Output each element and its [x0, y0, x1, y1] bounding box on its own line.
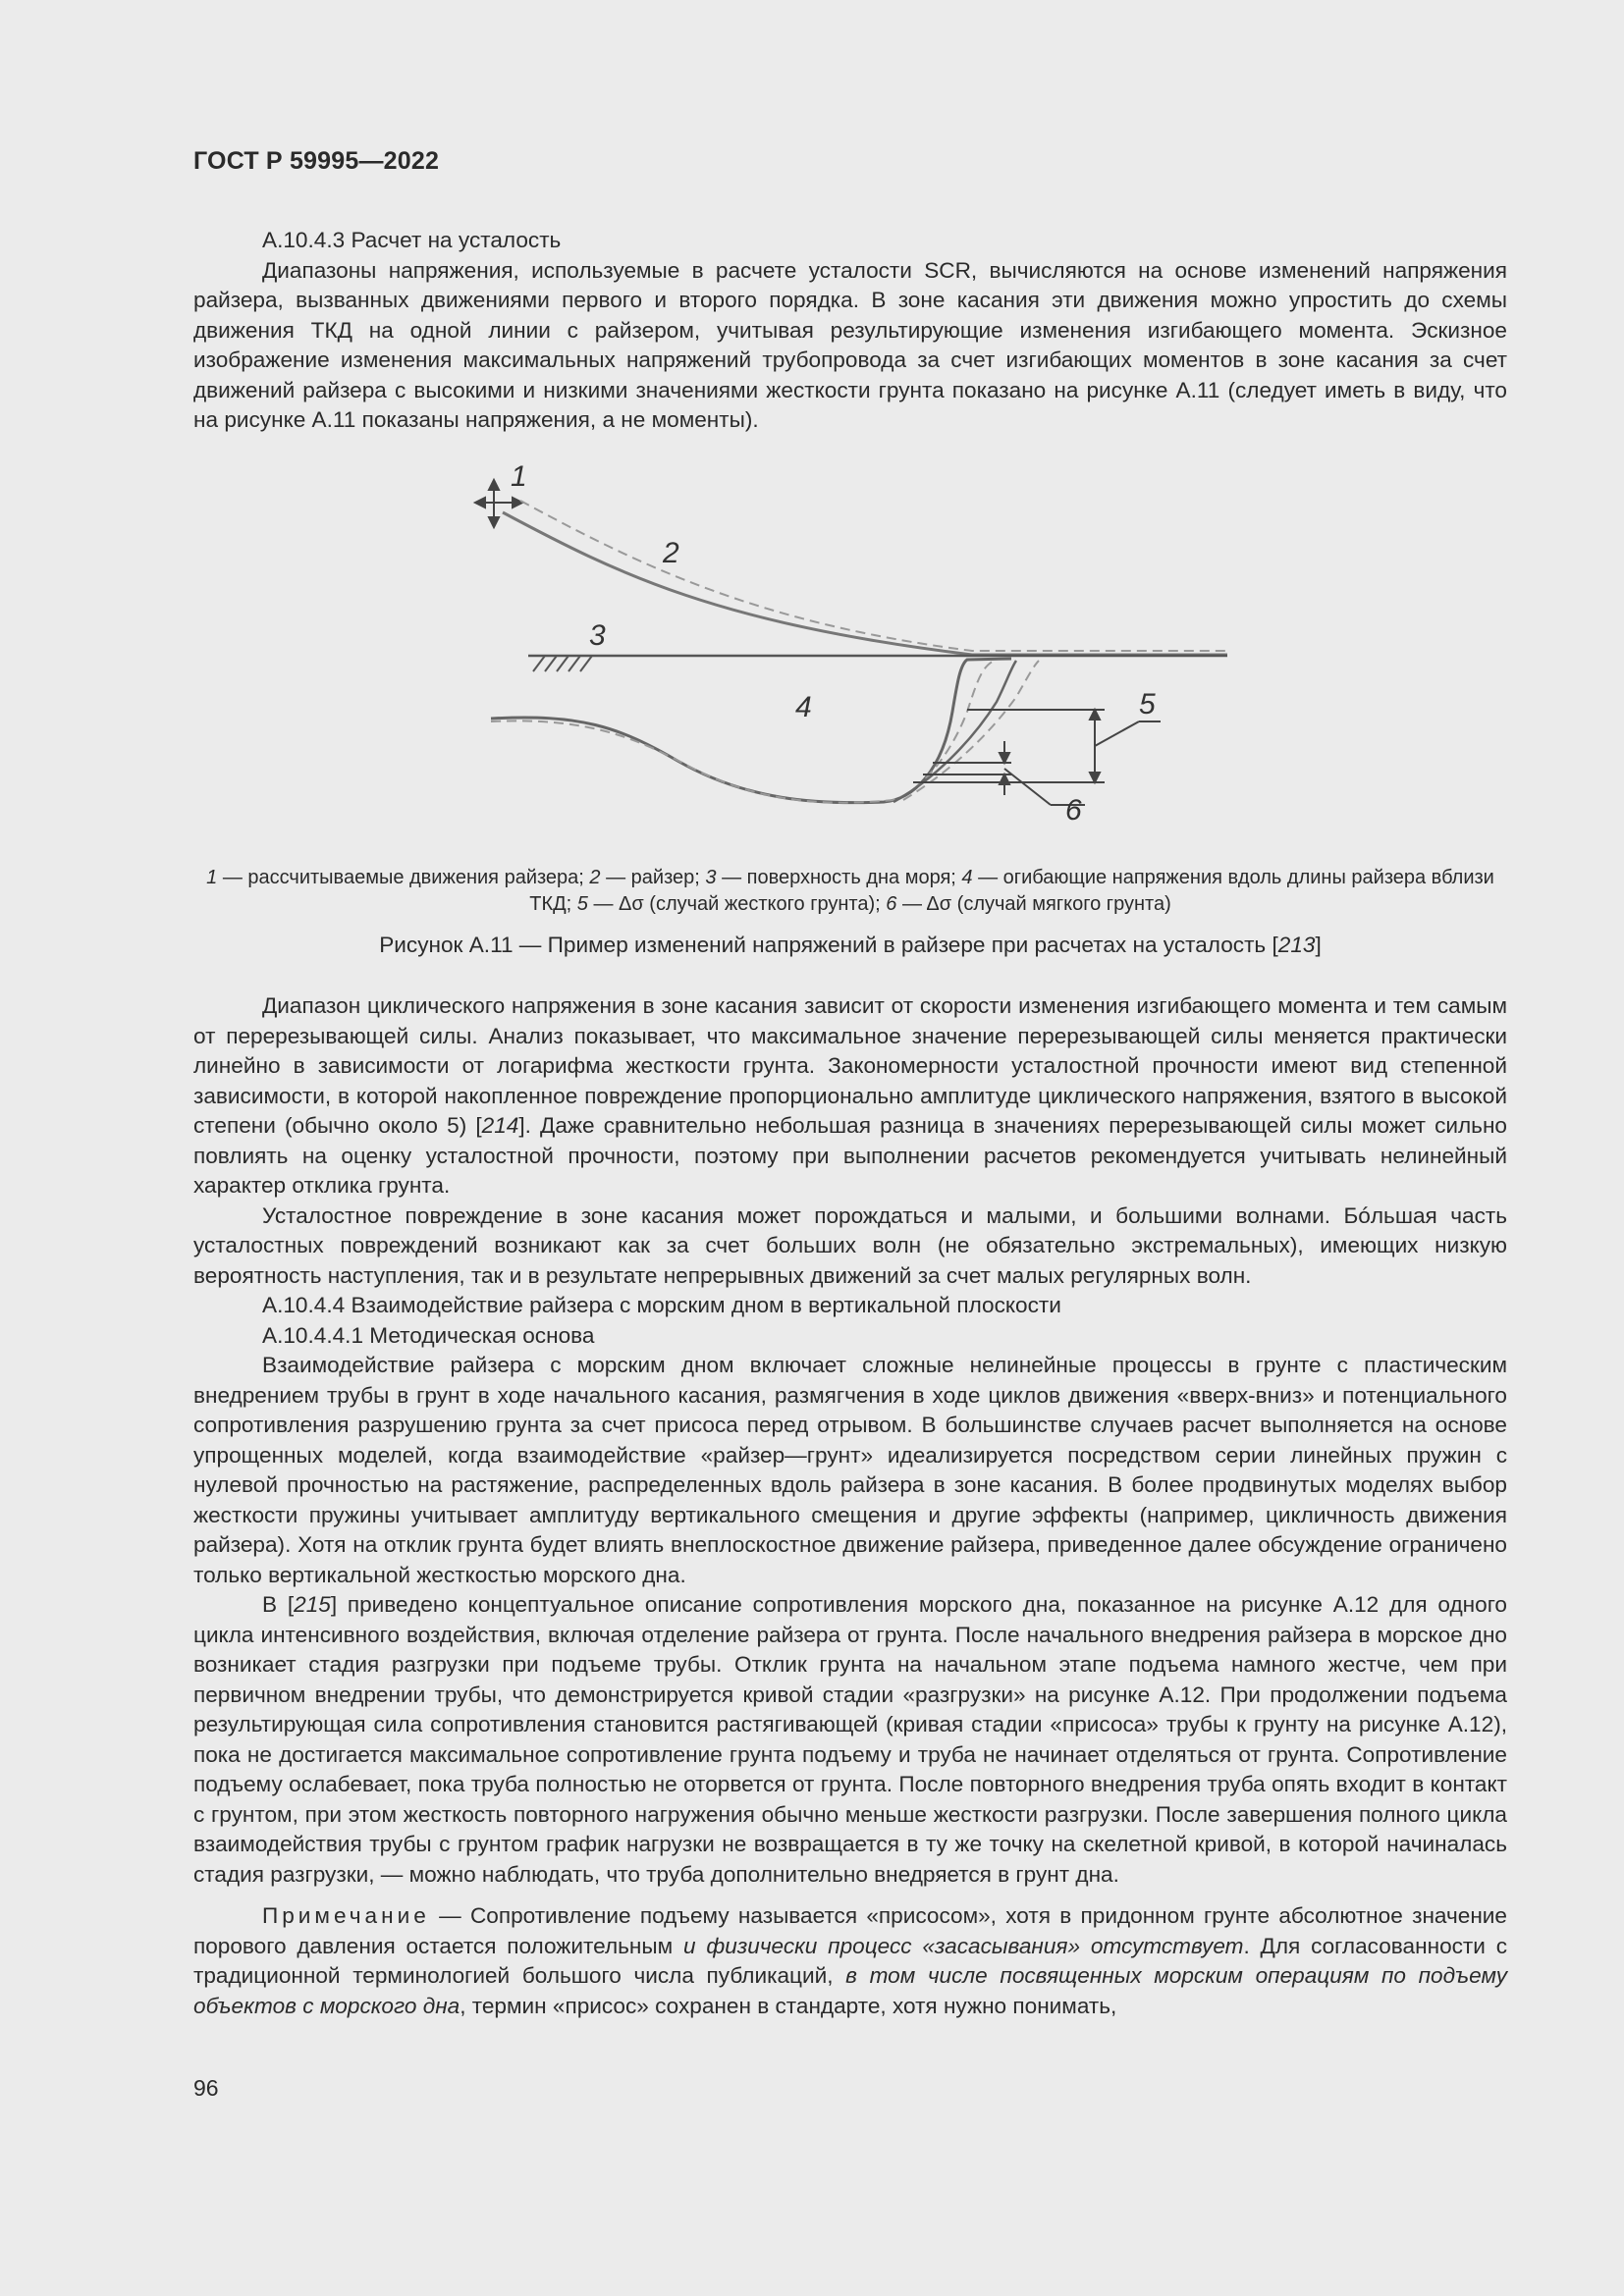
caption-end: ] — [1315, 933, 1322, 957]
paragraph-5 — [193, 1590, 1507, 1890]
p2-text-b: ]. Даже сравнительно небольшая разница в значениях перерезывающей силы может сильно повлиять на оценку усталостной прочности, поэтому при выполнении расчетов рекомендуется учитывать нелинейный характер отклика грунта. — [193, 1113, 1507, 1198]
figure-caption — [193, 933, 1507, 958]
p5-ref: 215 — [294, 1592, 331, 1617]
stress-diagram — [461, 456, 1247, 829]
legend-text-5: — Δσ (случай жесткого грунта); — [587, 893, 887, 915]
note-text-c: , термин «присос» сохранен в стандарте, хотя нужно понимать, — [460, 1993, 1117, 2018]
note-italic-2: в том числе посвященных морским операциям по подъему объектов с морского дна — [193, 1963, 1507, 2018]
seabed-hatch — [533, 656, 592, 671]
figure-label-2: 2 — [663, 537, 679, 569]
section-title-a10441: А.10.4.4.1 Методическая основа — [262, 1322, 595, 1348]
p5-text-a: В [ — [262, 1592, 295, 1617]
note-label: Примечание — [262, 1903, 430, 1928]
caption-ref: 213 — [1277, 933, 1316, 957]
paragraph-4: Взаимодействие райзера с морским дном включает сложные нелинейные процессы в грунте с пластическим внедрением трубы в грунт в ходе начального касания, размягчения в ходе циклов движения «вверх-вниз» и потенциального сопротивления разрушению грунта за счет присоса перед отрывом. В большинстве случаев расчет выполняется на основе упрощенных моделей, когда взаимодействие «райзер—грунт» идеализируется посредством серии линейных пружин с нулевой прочностью на растяжение, распределенных вдоль райзера в зоне касания. В более продвинутых моделях выбор жесткости пружины учитывает амплитуду вертикального смещения и другие эффекты (например, цикличность движения райзера). Хотя на отклик грунта будет влиять внеплоскостное движение райзера, приведенное далее обсуждение ограничено только вертикальной жесткостью морского дна. — [193, 1353, 1507, 1587]
paragraph-1: Диапазоны напряжения, используемые в расчете усталости SCR, вычисляются на основе изменений напряжения райзера, вызванных движениями первого и второго порядка. В зоне касания эти движения можно упростить до схемы движения ТКД на одной линии с райзером, учитывая результирующие изменения изгибающего момента. Эскизное изображение изменения максимальных напряжений трубопровода за счет изгибающих моментов в зоне касания за счет движений райзера с высокими и низкими значениями жесткости грунта показано на рисунке А.11 (следует иметь в виду, что на рисунке А.11 показаны напряжения, а не моменты). — [193, 257, 1507, 432]
legend-num-6: 6 — [886, 893, 897, 915]
main-text — [193, 991, 1507, 2021]
section-a1043 — [193, 226, 1507, 436]
paragraph-3: Усталостное повреждение в зоне касания может порождаться и малыми, и большими волнами. Бóльшая часть усталостных повреждений возникают как за счет больших волн (не обязательно экстремальных), имеющих низкую вероятность наступления, так и в результате непрерывных движений за счет малых регулярных волн. — [193, 1202, 1507, 1288]
riser-curve-dashed — [520, 501, 1227, 651]
legend-text-1: — рассчитываемые движения райзера; — [217, 867, 590, 888]
caption-text: Рисунок А.11 — Пример изменений напряжений в райзере при расчетах на усталость [ — [379, 933, 1278, 957]
paragraph-2 — [193, 991, 1507, 1201]
stress-envelope-soft — [893, 661, 1016, 802]
legend-num-3: 3 — [705, 867, 717, 888]
legend-text-2: — райзер; — [600, 867, 706, 888]
note-text-a: — Сопротивление подъему называется «присосом», хотя в придонном грунте абсолютное значение порового давления остается положительным — [193, 1903, 1507, 1958]
figure-label-5: 5 — [1139, 688, 1156, 721]
figure-label-6: 6 — [1065, 794, 1082, 827]
section-title-a1043: А.10.4.3 Расчет на усталость — [262, 228, 562, 252]
figure-label-1: 1 — [511, 460, 527, 493]
legend-num-2: 2 — [589, 867, 601, 888]
figure-label-3: 3 — [589, 619, 606, 652]
p2-ref: 214 — [481, 1113, 519, 1138]
figure-label-4: 4 — [795, 691, 812, 723]
legend-num-5: 5 — [576, 893, 588, 915]
legend-text-6: — Δσ (случай мягкого грунта) — [896, 893, 1171, 915]
figure-legend — [193, 865, 1507, 918]
legend-num-1: 1 — [206, 867, 218, 888]
p2-text-a: Диапазон циклического напряжения в зоне касания зависит от скорости изменения изгибающего момента и тем самым от перерезывающей силы. Анализ показывает, что максимальное значение перерезывающей силы меняется практически линейно в зависимости от логарифма жесткости грунта. Закономерности усталостной прочности имеют вид степенной зависимости, в которой накопленное повреждение пропорционально амплитуде циклического напряжения, взятого в высокой степени (обычно около 5) [ — [193, 993, 1507, 1138]
note-paragraph — [193, 1901, 1507, 2021]
legend-text-4: — огибающие напряжения вдоль длины райзера вблизи ТКД; — [529, 867, 1494, 915]
p5-text-b: ] приведено концептуальное описание сопротивления морского дна, показанное на рисунке А.12 для одного цикла интенсивного воздействия, включая отделение райзера от грунта. После начального внедрения райзера в морское дно возникает стадия разгрузки при подъеме трубы. Отклик грунта на начальном этапе подъема намного жестче, чем при первичном внедрении трубы, что демонстрируется кривой стадии «разгрузки» на рисунке А.12. При продолжении подъема результирующая сила сопротивления становится растягивающей (кривая стадии «присоса» трубы к грунту на рисунке А.12), пока не достигается максимальное сопротивление грунта подъему и труба не начинает отделяться от грунта. Сопротивление подъему ослабевает, пока труба полностью не оторвется от грунта. После повторного внедрения труба опять входит в контакт с грунтом, при этом жесткость повторного нагружения обычно меньше жесткости разгрузки. После завершения полного цикла взаимодействия трубы с грунтом график нагрузки не возвращается в ту же точку на скелетной кривой, в которой начиналась стадия разгрузки, — можно наблюдать, что труба дополнительно внедряется в грунт дна. — [193, 1592, 1508, 1887]
page-number: 96 — [193, 2075, 219, 2101]
note-text-b: . Для согласованности с традиционной терминологией большого числа публикаций, — [193, 1933, 1507, 1988]
document-header: ГОСТ Р 59995—2022 — [193, 147, 440, 175]
legend-text-3: — поверхность дна моря; — [716, 867, 962, 888]
section-title-a1044: А.10.4.4 Взаимодействие райзера с морским дном в вертикальной плоскости — [262, 1293, 1061, 1317]
stress-envelope-dashed — [491, 660, 997, 803]
legend-num-4: 4 — [961, 867, 973, 888]
note-italic-1: и физически процесс «засасывания» отсутствует — [682, 1933, 1244, 1958]
figure-a11 — [461, 456, 1247, 829]
